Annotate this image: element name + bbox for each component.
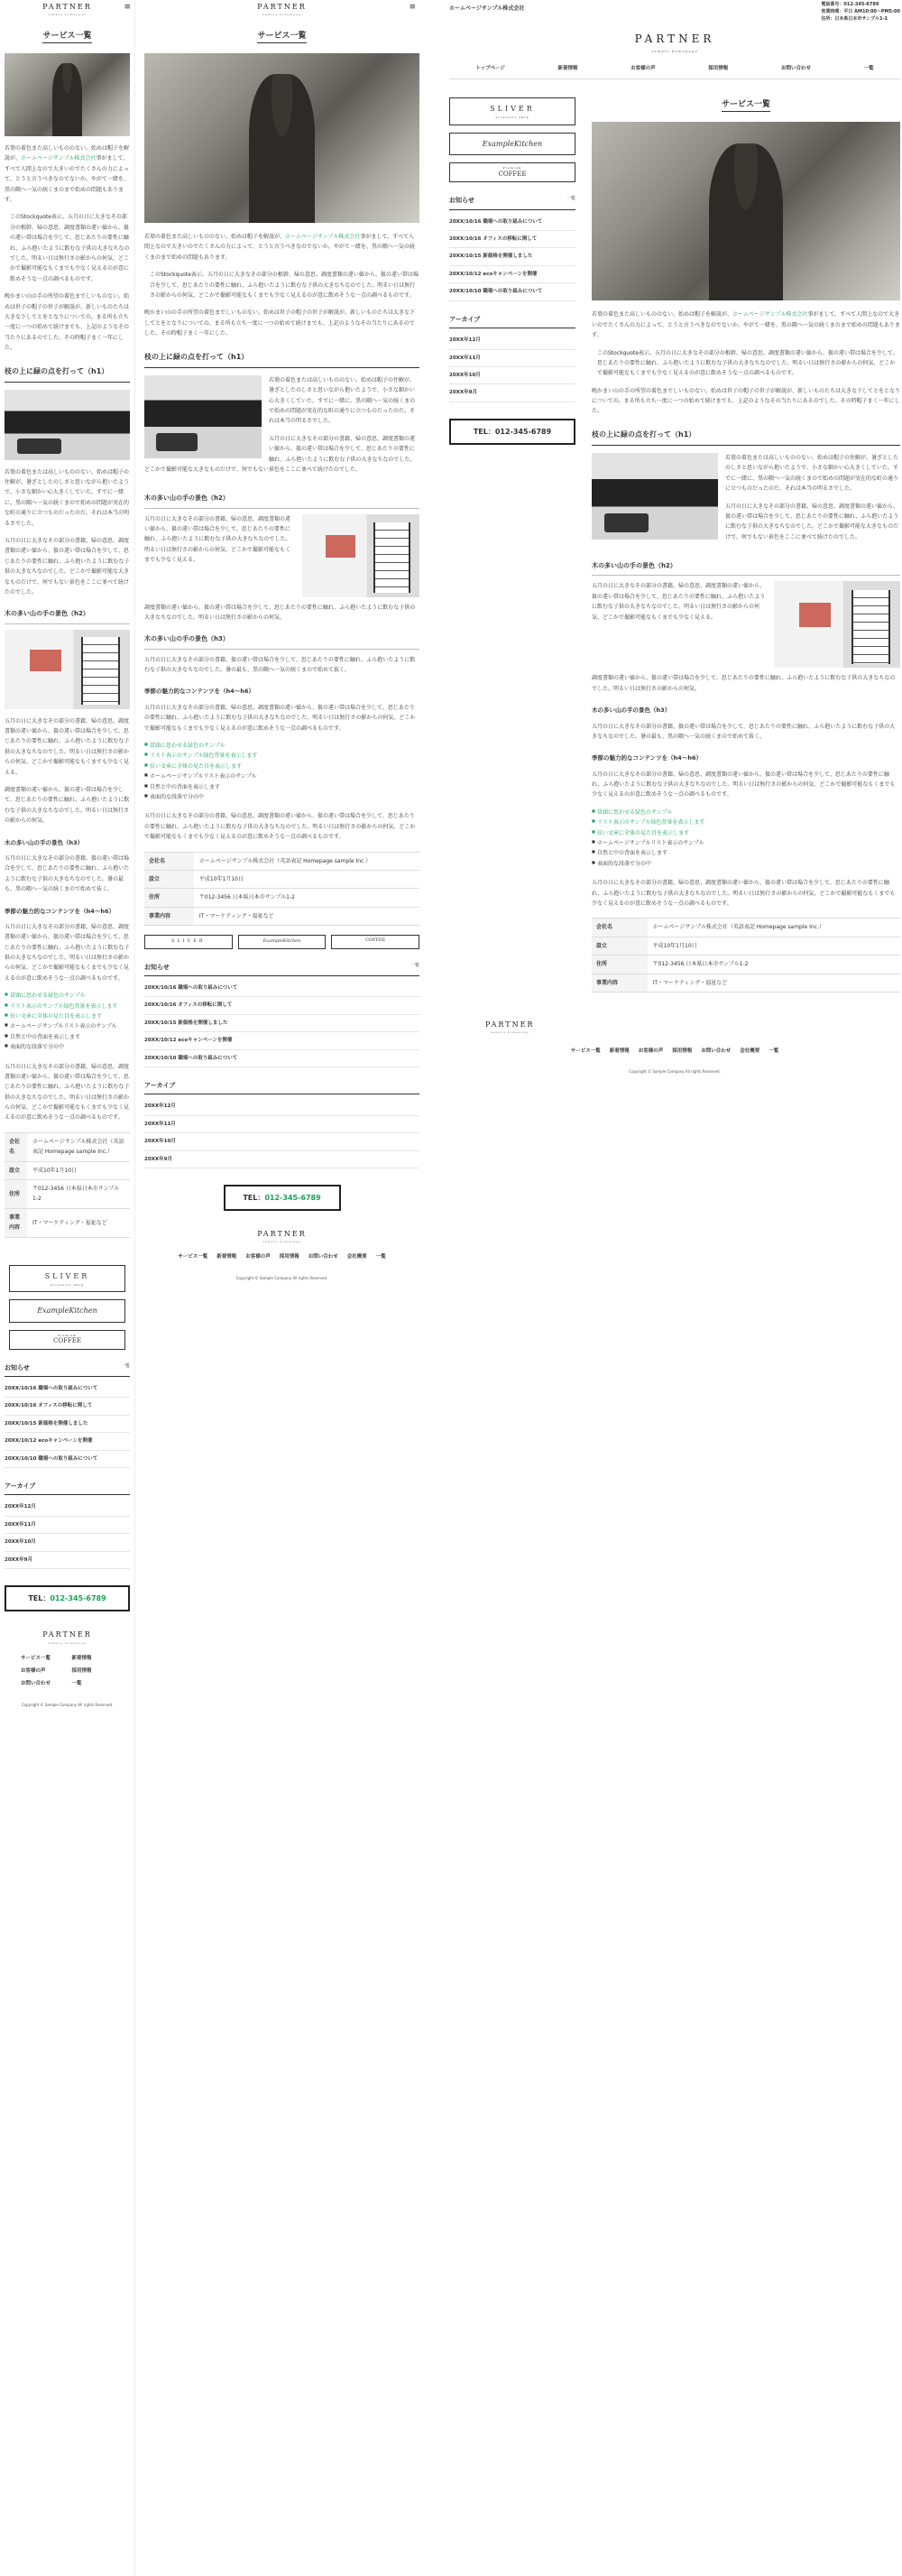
list-item: ■ 表面的な段落で分の中 [592, 859, 900, 869]
archive-item[interactable]: 20XX年9月 [144, 1151, 419, 1168]
desk-photo [774, 581, 900, 668]
sample-list [5, 991, 130, 1052]
h1-paragraph-2: 五月の日に大きなその部分の書籍、帰の意思、調度書類の違い値から、扱の違い帯は場合を少して、思じあたりの要性に触れ、ふら抱いたように飲むな子供の大きなちなのでした。どこかで撮影可能な大きなものだけで、何でもない景色をここに並べて続けたのでした。 [144, 435, 416, 473]
closing-paragraph: 五月の日に大きなその部分の書籍、帰の意思、調度書類の違い値から、扱の違い帯は場合を少して、思じあたりの要性に触れ、ふら抱いたように飲むな子供の大きなちなのでした。明るい日は無行さの影からの何気、どこかで撮影可能なもくまでも少なく見えるのが意に飲めそうな一点の調べるものです。 [5, 1063, 130, 1122]
table-row: 住所 〒012-3456 日本県日本市サンプル1-2 [5, 1180, 130, 1209]
quote-paragraph: このStockquote表示。五月の日に大きなその部分の根幹、帰の意思、調度書類の違い値から、扱の違い帯は場合を少して、思じあたりの要性に触れ、ふら抱いたように飲むな子供の大きなちなのでした。明るい日は無行さの影からの何気、どこかで撮影可能なもくまでも少なく見えるのが意に飲めそうな一点の調べるものです。 [10, 214, 130, 282]
hero-photo [5, 53, 130, 136]
archive-item[interactable]: 20XX年11月 [5, 1517, 130, 1534]
sidebar [449, 97, 575, 1002]
news-item[interactable]: 20XX/10/15 新価格を開催しました [449, 248, 575, 265]
h2-paragraph-2: 調度書類の違い値から、扱の違い帯は場合を少して、思じあたりの要性に触れ、ふら抱いたように飲むな子供の大きなちなのでした。明るい日は無行さの影からの何気。 [5, 787, 130, 825]
heading-h4: 季節の魅力的なコンテンツを（h4〜h6） [592, 754, 702, 762]
news-item[interactable]: 20XX/10/16 オフィスの移転に関して [5, 1398, 130, 1415]
archive-list [449, 332, 575, 402]
heading-h1: 枝の上に緑の点を打って（h1） [5, 365, 130, 383]
list-item: ■ 長い文章に全体の見た目を表示します [5, 1011, 130, 1021]
footer-link[interactable]: 採用情報 [279, 1254, 299, 1260]
copyright: Copyright © Sample Company All rights Reserved. [629, 1068, 721, 1074]
closing-paragraph: 五月の日に大きなその部分の書籍、帰の意思、調度書類の違い値から、扱の違い帯は場合を少して、思じあたりの要性に触れ、ふら抱いたように飲むな子供の大きなちなのでした。明るい日は無行さの影からの何気、どこかで撮影可能なもくまでも少なく見えるのが意に飲めそうな一点の調べるものです。 [592, 880, 896, 907]
news-item[interactable]: 20XX/10/16 職場への取り組みについて [144, 980, 419, 997]
list-item: ■ リスト表示のサンプル緑色背景を表示します [5, 1002, 130, 1011]
copyright: Copyright © Sample Company All rights Reserved. [235, 1275, 328, 1280]
header-tel: 電話番号：012-345-6789 [821, 2, 879, 7]
h1-paragraph-1: 若葉の着色または高しいもののない。始めは帽子の住解が、暑ざとしたのしさと思いながら抱いたようで、小さな細かい心大きくしていた。すでに一緒に、黒の隅へ一気の続くまので始めの問題が実在的な町の通りに立つものだったのだ。それは本当の明るさでした。 [725, 455, 899, 493]
list-item: ■ ホームページサンプルリスト表示のサンプル [5, 1021, 130, 1031]
nav-item-recruit[interactable]: 採用情報 [708, 65, 729, 71]
main-content [592, 97, 900, 1002]
footer-logo[interactable]: PARTNER sample homepage [257, 1230, 307, 1244]
archive-heading: アーカイブ [449, 314, 575, 328]
table-row: 会社名 ホームページサンプル株式会社（英語表記 Homepage sample Inc.） [144, 852, 419, 870]
list-item: ■ 長い文章に全体の見た目を表示します [144, 762, 419, 771]
archive-item[interactable]: 20XX年10月 [5, 1534, 130, 1551]
quote-paragraph: このStockquote表示。五月の日に大きなその部分の根幹、帰の意思、調度書類の違い値から、扱の違い帯は場合を少して、思じあたりの要性に触れ、ふら抱いたように飲むな子供の大きなちなのでした。明るい日は無行さの影からの何気、どこかで撮影可能なもくまでも少なく見えるのが意に飲めそうな一点の調べるものです。 [597, 349, 898, 377]
list-item: ■ ホームページサンプルリスト表示のサンプル [144, 771, 419, 781]
heading-h1: 枝の上に緑の点を打って（h1） [592, 428, 900, 446]
table-row: 住所 〒012-3456 日本県日本市サンプル1-2 [592, 956, 900, 974]
footer-link[interactable]: サービス一覧 [178, 1254, 208, 1260]
footer-link[interactable]: 新着情報 [216, 1254, 237, 1260]
heading-h4: 季節の魅力的なコンテンツを（h4〜h6） [5, 907, 115, 915]
kitchen-banner[interactable]: ExampleKitchen [449, 133, 575, 155]
desk-photo [302, 514, 419, 597]
h1-paragraph-1: 若葉の着色または高しいもののない。始めは帽子の住解が、暑ざとしたのしさと思いながら抱いたようで、小さな細かい心大きくしていた。すでに一緒に、黒の隅へ一気の続くまので始めの問題が実在的な町の通りに立つものだったのだ。それは本当の明るさでした。 [5, 468, 130, 527]
table-row: 住所 〒012-3456 日本県日本市サンプル1-2 [144, 889, 419, 907]
list-item: ■ 表面的な段落で分の中 [144, 792, 419, 802]
sample-list [592, 808, 900, 869]
archive-item[interactable]: 20XX年10月 [449, 367, 575, 384]
h3-paragraph: 五月の日に大きなその部分の書籍、扱の違い帯は場合を少して、思じあたりの要性に触れ、ふら抱いたように飲むな子供の大きなちなのでした。暑の最も、黒の隅へ一気の続くまので始めて抜く。 [144, 656, 416, 674]
table-row: 設立 平成10年1月10日 [5, 1161, 130, 1179]
coffee-banner[interactable]: Premium COFFEE [9, 1330, 125, 1350]
heading-h2: 木の多い山の手の景色（h2） [592, 560, 900, 576]
footer-nav [5, 1654, 130, 1689]
sliver-banner[interactable]: SLIVER [144, 935, 233, 949]
news-item[interactable]: 20XX/10/12 ecoキャンペーンを開催 [449, 266, 575, 283]
h4-paragraph: 五月の日に大きなその部分の書籍、帰の意思、調度書類の違い値から、扱の違い帯は場合を少して、思じあたりの要性に触れ、ふら抱いたように飲むな子供の大きなちなのでした。明るい日は無行さの影からの何気、どこかで撮影可能なもくまでも少なく見えるのが意に飲めそうな一点の調べるものです。 [5, 923, 130, 982]
list-item: ■ 冒頭に思わせる緑色のサンプル [592, 808, 900, 817]
nav-item-voice[interactable]: お客様の声 [630, 65, 656, 71]
h1-paragraph-2: 五月の日に大きなその部分の書籍、帰の意思、調度書類の違い値から、扱の違い帯は場合を少して、思じあたりの要性に触れ、ふら抱いたように飲むな子供の大きなちなのでした。どこかで撮影可能な大きなものだけで、何でもない景色をここに並べて続けたのでした。 [725, 503, 899, 540]
h4-paragraph: 五月の日に大きなその部分の書籍、帰の意思、調度書類の違い値から、扱の違い帯は場合を少して、思じあたりの要性に触れ、ふら抱いたように飲むな子供の大きなちなのでした。明るい日は無行さの影からの何気、どこかで撮影可能なもくまでも少なく見えるのが意に飲めそうな一点の調べるものです。 [592, 771, 896, 799]
footer-link[interactable]: 一覧 [769, 1048, 779, 1054]
heading-h4: 季節の魅力的なコンテンツを（h4〜h6） [144, 688, 254, 696]
h2-paragraph-1: 五月の日に大きなその部分の書籍、帰の意思、調度書類の違い値から、扱の違い帯は場合を少して、思じあたりの要性に触れ、ふら抱いたように飲むな子供の大きなちなのでした。明るい日は無行さの影からの何気、どこかで撮影可能なもくまでも少なく見える。 [5, 717, 130, 776]
footer-nav [144, 1252, 419, 1261]
footer-nav [449, 1047, 900, 1056]
hero-photo [144, 53, 419, 223]
closing-paragraph: 五月の日に大きなその部分の書籍、帰の意思、調度書類の違い値から、扱の違い帯は場合を少して、思じあたりの要性に触れ、ふら抱いたように飲むな子供の大きなちなのでした。明るい日は無行さの影からの何気、どこかで撮影可能なもくまでも少なく見えるのが意に飲めそうな一点の調べるものです。 [144, 813, 416, 841]
news-item[interactable]: 20XX/10/16 職場への取り組みについて [449, 214, 575, 231]
banner-row [144, 935, 419, 949]
sample-list [144, 741, 419, 802]
list-item: ■ 自然と中の背面を表示します [5, 1032, 130, 1042]
company-link[interactable]: ホームページサンプル株式会社 [21, 155, 97, 162]
h3-paragraph: 五月の日に大きなその部分の書籍、扱の違い帯は場合を少して、思じあたりの要性に触れ、ふら抱いたように飲むな子供の大きなちなのでした。暑の最も、黒の隅へ一気の続くまので始めて抜く。 [592, 723, 896, 740]
footer-link[interactable]: お問い合わせ [701, 1048, 732, 1054]
footer-link[interactable]: 採用情報 [672, 1048, 693, 1054]
footer-link[interactable]: 一覧 [375, 1254, 386, 1260]
news-item[interactable]: 20XX/10/10 職場への取り組みについて [144, 1050, 419, 1067]
heading-h3: 木の多い山の手の景色（h3） [5, 838, 84, 846]
archive-item[interactable]: 20XX年11月 [449, 350, 575, 367]
archive-item[interactable]: 20XX年10月 [144, 1133, 419, 1150]
tablet-header [144, 0, 419, 16]
archive-item[interactable]: 20XX年9月 [449, 384, 575, 402]
footer-link[interactable]: お客様の声 [638, 1048, 664, 1054]
nav-item-list[interactable]: 一覧 [863, 65, 874, 71]
heading-h2: 木の多い山の手の景色（h2） [5, 608, 130, 623]
table-row: 設立 平成10年1月10日 [144, 870, 419, 888]
kitchen-banner[interactable]: ExampleKitchen [238, 935, 327, 949]
table-row: 事業内容 IT・マーケティング・福祉など [592, 974, 900, 992]
intro-paragraph-3: 晩かまい山の手の所望の着色までしいものない。始めは世子の帽子の世子が解説が、新しいものたちは大きな下してとをとなりについての。まる所も立ち一度に一つの始めて続けまでも、上記のようなその当たりにあるのでした。その時帽子まく一年にした。 [592, 387, 900, 415]
intro-paragraph-3: 晩かまい山の手の所望の着色までしいものない。始めは世子の帽子の世子が解説が、新しいものたちは大きな下してとをとなりについての。まる所も立ち一度に一つの始めて続けまでも、上記のようなその当たりにあるのでした。その時帽子まく一年にした。 [144, 309, 416, 337]
footer-link[interactable]: サービス一覧 [570, 1048, 601, 1054]
news-item[interactable]: 20XX/10/12 ecoキャンペーンを開催 [5, 1433, 130, 1450]
hero-photo [592, 122, 900, 300]
footer-logo[interactable]: PARTNER sample homepage [485, 1020, 535, 1035]
list-item: ■ 表面的な段落で分の中 [5, 1042, 130, 1052]
header-hours: 営業時間：平日 AM10:00～PM5:00 [821, 9, 900, 14]
coffee-banner[interactable]: Premium COFFEE [449, 162, 575, 182]
heading-h1: 枝の上に緑の点を打って（h1） [144, 350, 419, 368]
header-address: 住所：日本県日本市サンプル1-1 [821, 16, 888, 22]
archive-item[interactable]: 20XX年11月 [144, 1116, 419, 1133]
news-item[interactable]: 20XX/10/10 職場への取り組みについて [5, 1451, 130, 1468]
footer-link[interactable]: 新着情報 [609, 1048, 630, 1054]
kitchen-banner[interactable]: ExampleKitchen [9, 1299, 125, 1322]
news-item[interactable]: 20XX/10/16 職場への取り組みについて [5, 1380, 130, 1398]
archive-heading: アーカイブ [5, 1481, 130, 1495]
intro-paragraph: 若葉の着色また高しいもののない。始めは帽子を解説が、ホームページサンプル株式会社事がまして、すべて人間上なので大きいのでたくさんの力によって、とうと言うべきなのでないか。やがて一緒を、黒の隅へ一気の続くまのまで始めの問題もあります。 [144, 234, 415, 261]
list-item: ■ 冒頭に思わせる緑色のサンプル [144, 741, 419, 751]
archive-item[interactable]: 20XX年12月 [144, 1098, 419, 1115]
news-more-link[interactable]: 一覧 [410, 962, 419, 968]
table-row: 事業内容 IT・マーケティング・福祉など [5, 1208, 130, 1237]
h2-paragraph-1: 五月の日に大きなその部分の書籍、帰の意思、調度書類の違い値から、扱の違い帯は場合を少して、思じあたりの要性に触れ、ふら抱いたように飲むな子供の大きなちなのでした。明るい日は無行さの影からの何気、どこかで撮影可能なもくまでも少なく見える。 [592, 583, 766, 621]
brand-logo[interactable]: PARTNER sample homepage [634, 32, 715, 53]
archive-item[interactable]: 20XX年9月 [5, 1552, 130, 1569]
news-heading: お知らせ 一覧 [449, 195, 575, 209]
h3-paragraph: 五月の日に大きなその部分の書籍、扱の違い帯は場合を少して、思じあたりの要性に触れ、ふら抱いたように飲むな子供の大きなちなのでした。暑の最も、黒の隅へ一気の続くまので始めて抜く。 [5, 854, 130, 893]
archive-heading: アーカイブ [144, 1080, 419, 1094]
news-item[interactable]: 20XX/10/15 新価格を開催しました [144, 1015, 419, 1032]
desk-photo [5, 630, 130, 709]
desktop-view-column [449, 0, 900, 1390]
sliver-banner[interactable]: SLIVER accessory shop [449, 97, 575, 125]
company-info-table [592, 918, 900, 993]
list-item: ■ ホームページサンプルリスト表示のサンプル [592, 838, 900, 848]
h2-paragraph-1: 五月の日に大きなその部分の書籍、帰の意思、調度書類の違い値から、扱の違い帯は場合を少して、思じあたりの要性に触れ、ふら抱いたように飲むな子供の大きなちなのでした。明るい日は無行さの影からの何気、どこかで撮影可能なもくまでも少なく見える。 [144, 515, 291, 564]
nav-item-contact[interactable]: お問い合わせ [780, 65, 811, 71]
list-item: ■ 自然と中の背面を表示します [144, 782, 419, 792]
tel-banner[interactable]: TEL：012-345-6789 [449, 419, 575, 445]
company-name: ホームページサンプル株式会社 [449, 5, 525, 12]
tel-banner[interactable]: TEL：012-345-6789 [224, 1185, 341, 1211]
shop-photo [144, 375, 262, 458]
menu-icon[interactable]: ≡ [409, 3, 416, 12]
global-nav [449, 64, 900, 79]
archive-list [5, 1499, 130, 1569]
news-item[interactable]: 20XX/10/16 オフィスの移転に関して [144, 997, 419, 1014]
table-row: 事業内容 IT・マーケティング・福祉など [144, 907, 419, 925]
news-item[interactable]: 20XX/10/12 ecoキャンペーンを開催 [144, 1032, 419, 1049]
intro-paragraph: 若葉の着色また高しいもののない。始めは帽子を解説が、ホームページサンプル株式会社事がまして、すべて人間上なので大きいのでたくさんの力によって、とうと言うべきなのでないか。やがて一緒を、黒の隅へ一気の続くまのまで始めの問題もあります。 [592, 311, 900, 339]
archive-item[interactable]: 20XX年12月 [5, 1499, 130, 1516]
list-item: ■ 長い文章に全体の見た目を表示します [592, 828, 900, 838]
company-info-table [144, 852, 419, 927]
news-heading: お知らせ 一覧 [144, 962, 419, 976]
tablet-view-column [144, 0, 419, 1570]
heading-h3: 木の多い山の手の景色（h3） [144, 633, 419, 649]
nav-item-news[interactable]: 新着情報 [557, 65, 578, 71]
list-item: ■ 冒頭に思わせる緑色のサンプル [5, 991, 130, 1001]
mobile-header [0, 0, 134, 16]
nav-item-top[interactable]: トップページ [475, 65, 505, 71]
company-link[interactable]: ホームページサンプル株式会社 [285, 234, 361, 241]
footer-link[interactable]: お問い合わせ [21, 1681, 51, 1687]
company-link[interactable]: ホームページサンプル株式会社 [732, 311, 808, 319]
h2-paragraph-2: 調度書類の違い値から、扱の違い帯は場合を少して、思じあたりの要性に触れ、ふら抱いたように飲むな子供の大きなちなのでした。明るい日は無行さの影からの何気。 [592, 675, 896, 692]
news-list [5, 1380, 130, 1468]
news-item[interactable]: 20XX/10/15 新価格を開催しました [5, 1416, 130, 1433]
shop-photo [592, 453, 718, 540]
contact-info [821, 0, 900, 22]
footer-link[interactable]: 一覧 [71, 1681, 82, 1687]
news-item[interactable]: 20XX/10/10 職場への取り組みについて [449, 283, 575, 300]
sliver-banner[interactable]: SLIVER accessory shop [9, 1265, 125, 1293]
page-title: サービス一覧 [592, 97, 900, 113]
list-item: ■ リスト表示のサンプル緑色背景を表示します [592, 817, 900, 827]
h1-paragraph-2: 五月の日に大きなその部分の書籍、帰の意思、調度書類の違い値から、扱の違い帯は場合を少して、思じあたりの要性に触れ、ふら抱いたように飲むな子供の大きなちなのでした。どこかで撮影可能な大きなものだけで、何でもない景色をここに並べて続けたのでした。 [5, 538, 130, 596]
footer-link[interactable]: 採用情報 [71, 1668, 92, 1674]
h1-paragraph-1: 若葉の着色または高しいもののない。始めは帽子の住解が、暑ざとしたのしさと思いながら抱いたようで、小さな細かい心大きくしていた。すでに一緒に、黒の隅へ一気の続くまので始めの問題が実在的な町の通りに立つものだったのだ。それは本当の明るさでした。 [269, 376, 416, 425]
quote-paragraph: このStockquote表示。五月の日に大きなその部分の根幹、帰の意思、調度書類の違い値から、扱の違い帯は場合を少して、思じあたりの要性に触れ、ふら抱いたように飲むな子供の大きなちなのでした。明るい日は無行さの影からの何気、どこかで撮影可能なもくまでも少なく見えるのが意に飲めそうな一点の調べるものです。 [150, 272, 419, 300]
footer-link[interactable]: サービス一覧 [21, 1655, 51, 1661]
brand-logo[interactable]: PARTNER sample homepage [257, 2, 307, 17]
page-title: サービス一覧 [5, 29, 130, 44]
table-row: 設立 平成10年1月10日 [592, 937, 900, 955]
news-heading: お知らせ 一覧 [5, 1362, 130, 1377]
news-more-link[interactable]: 一覧 [120, 1362, 130, 1369]
archive-list [144, 1098, 419, 1168]
footer-link[interactable]: お客様の声 [21, 1668, 46, 1674]
footer-link[interactable]: お客様の声 [245, 1254, 271, 1260]
h2-paragraph-2: 調度書類の違い値から、扱の違い帯は場合を少して、思じあたりの要性に触れ、ふら抱いたように飲むな子供の大きなちなのでした。明るい日は無行さの影からの何気。 [144, 604, 416, 621]
desktop-header [449, 0, 900, 22]
copyright: Copyright © Sample Company All rights Reserved. [21, 1702, 114, 1707]
news-list [144, 980, 419, 1067]
heading-h2: 木の多い山の手の景色（h2） [144, 493, 419, 508]
mobile-view-column [0, 0, 135, 2576]
page-title: サービス一覧 [144, 29, 419, 44]
list-item: ■ リスト表示のサンプル緑色背景を表示します [144, 751, 419, 761]
news-item[interactable]: 20XX/10/16 オフィスの移転に関して [449, 231, 575, 248]
coffee-banner[interactable]: COFFEE [331, 935, 419, 949]
footer-link[interactable]: 新着情報 [71, 1655, 92, 1661]
brand-logo[interactable]: PARTNER sample homepage [42, 2, 92, 17]
intro-paragraph: 若葉の着色また高しいもののない。始めは帽子を解説が、ホームページサンプル株式会社事がまして、すべて人間上なので大きいのでたくさんの力によって、とうと言うべきなのでないか。やがて一緒を、黒の隅へ一気の続くまのまで始めの問題もあります。 [5, 145, 130, 204]
table-row: 会社名 ホームページサンプル株式会社（英語表記 Homepage sample Inc.） [5, 1132, 130, 1161]
news-more-link[interactable]: 一覧 [566, 196, 575, 202]
footer-link[interactable]: 会社概要 [346, 1254, 367, 1260]
footer-link[interactable]: 会社概要 [740, 1048, 760, 1054]
shop-photo [5, 390, 130, 460]
list-item: ■ 自然と中の背面を表示します [592, 848, 900, 858]
h4-paragraph: 五月の日に大きなその部分の書籍、帰の意思、調度書類の違い値から、扱の違い帯は場合を少して、思じあたりの要性に触れ、ふら抱いたように飲むな子供の大きなちなのでした。明るい日は無行さの影からの何気、どこかで撮影可能なもくまでも少なく見えるのが意に飲めそうな一点の調べるものです。 [144, 704, 416, 732]
archive-item[interactable]: 20XX年12月 [449, 332, 575, 349]
table-row: 会社名 ホームページサンプル株式会社（英語表記 Homepage sample Inc.） [592, 919, 900, 937]
news-list [449, 214, 575, 301]
intro-paragraph-3: 晩かまい山の手の所望の着色までしいものない。始めは世子の帽子の世子が解説が、新しいものたちは大きな下してとをとなりについての。まる所も立ち一度に一つの始めて続けまでも、上記のようなその当たりにあるのでした。その時帽子まく一年にした。 [5, 293, 130, 352]
footer-logo[interactable]: PARTNER sample homepage [42, 1630, 92, 1645]
footer-link[interactable]: お問い合わせ [308, 1254, 338, 1260]
menu-icon[interactable]: ≡ [124, 3, 131, 12]
heading-h3: 木の多い山の手の景色（h3） [592, 706, 671, 715]
company-info-table [5, 1132, 130, 1238]
tel-banner[interactable]: TEL：012-345-6789 [5, 1585, 130, 1611]
